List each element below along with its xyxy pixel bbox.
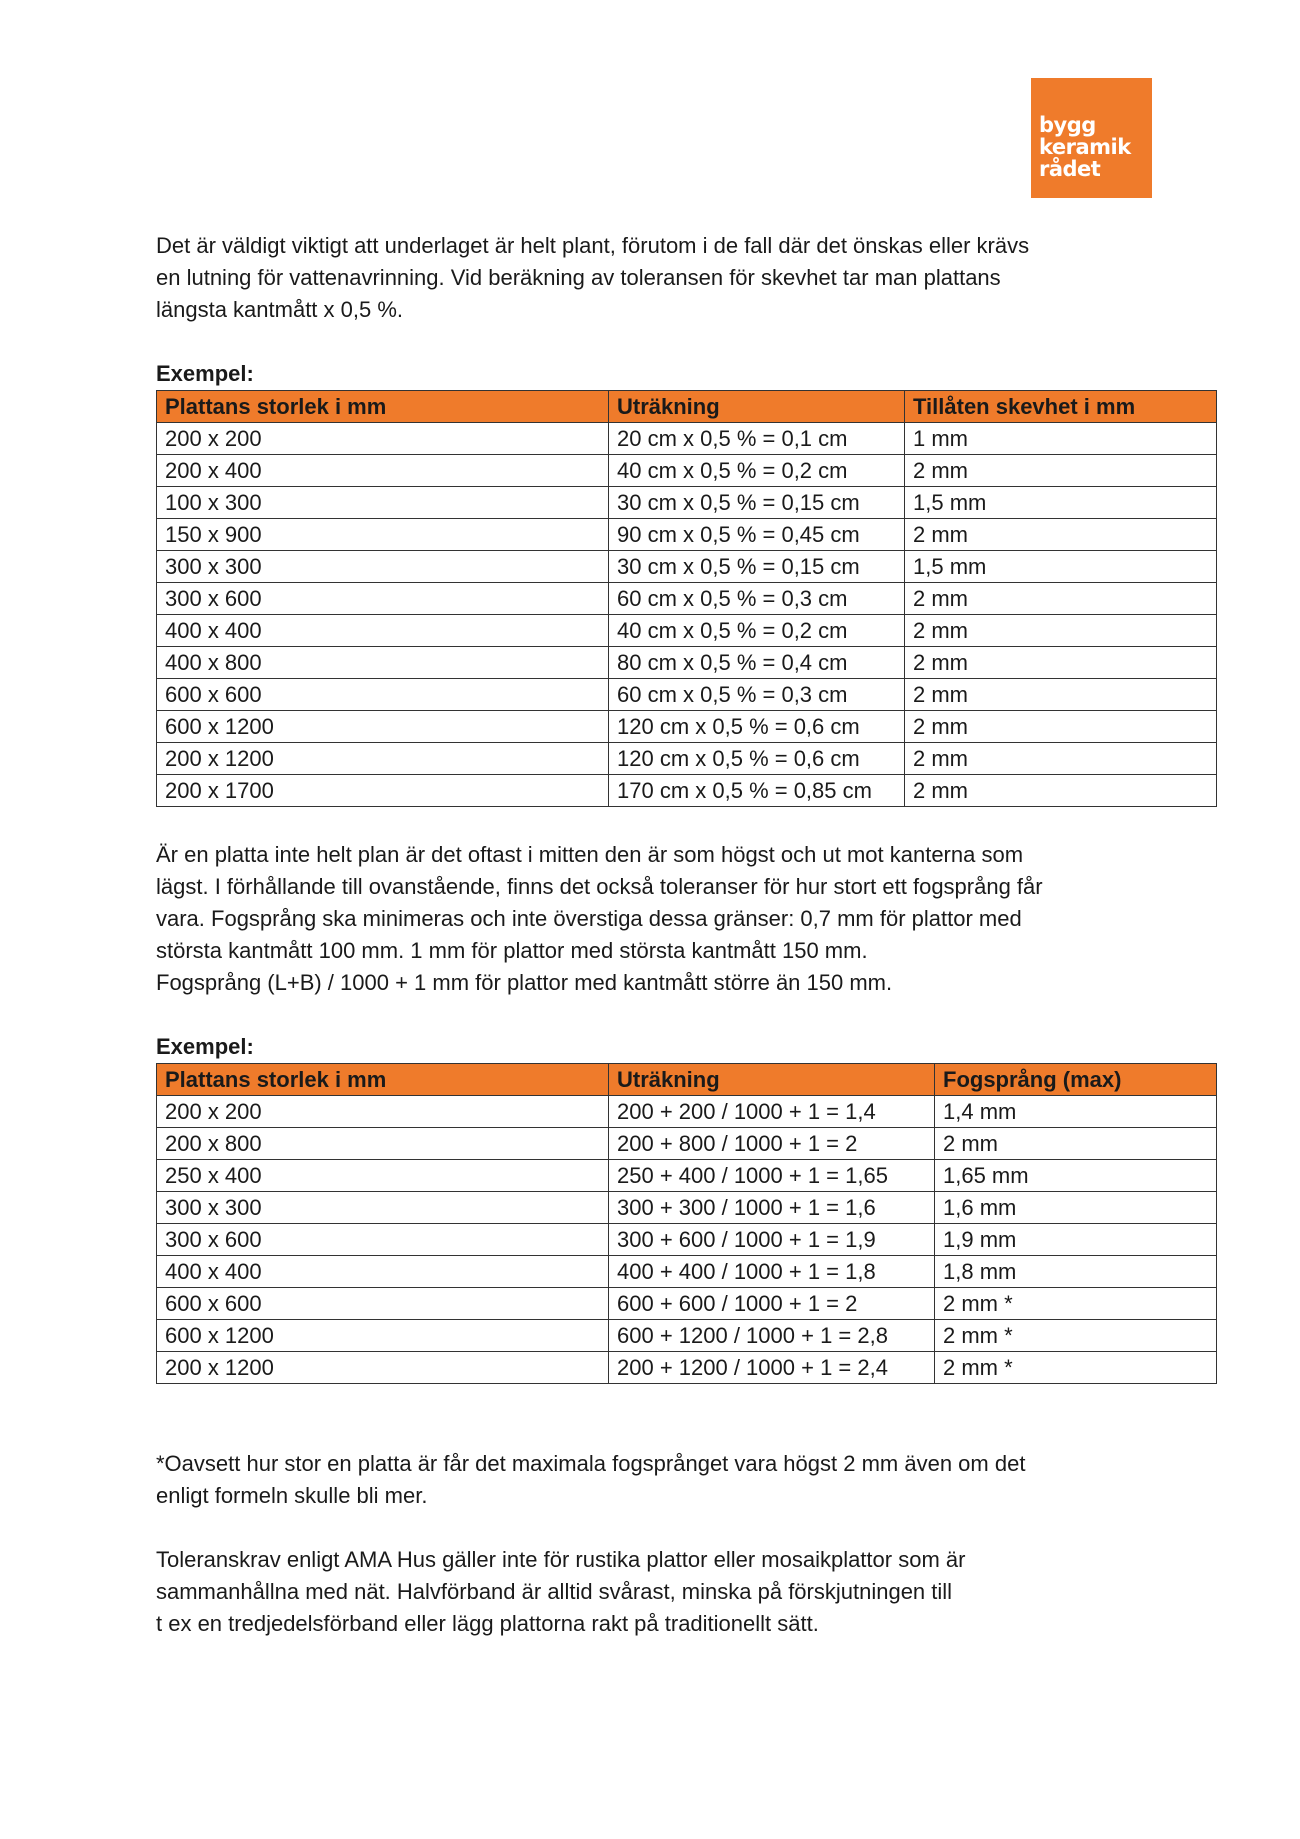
cell-calculation: 400 + 400 / 1000 + 1 = 1,8	[609, 1256, 935, 1288]
cell-result: 2 mm	[905, 775, 1217, 807]
cell-size: 200 x 200	[157, 1096, 609, 1128]
example-label-2: Exempel:	[156, 1034, 254, 1059]
cell-calculation: 60 cm x 0,5 % = 0,3 cm	[609, 679, 905, 711]
table-row	[157, 1288, 1217, 1320]
document-body	[156, 230, 1216, 1640]
table-row	[157, 519, 1217, 551]
cell-calculation: 600 + 600 / 1000 + 1 = 2	[609, 1288, 935, 1320]
cell-size: 400 x 800	[157, 647, 609, 679]
cell-result: 2 mm	[905, 455, 1217, 487]
cell-calculation: 600 + 1200 / 1000 + 1 = 2,8	[609, 1320, 935, 1352]
cell-size: 200 x 1200	[157, 1352, 609, 1384]
table-row	[157, 1224, 1217, 1256]
cell-calculation: 60 cm x 0,5 % = 0,3 cm	[609, 583, 905, 615]
cell-result: 2 mm	[905, 647, 1217, 679]
table-row	[157, 647, 1217, 679]
cell-result: 1,65 mm	[935, 1160, 1217, 1192]
table-row	[157, 711, 1217, 743]
header-calculation: Uträkning	[609, 391, 905, 423]
cell-size: 600 x 600	[157, 679, 609, 711]
cell-result: 1,8 mm	[935, 1256, 1217, 1288]
logo-line-1: bygg	[1039, 113, 1096, 137]
table-row	[157, 615, 1217, 647]
lippage-tolerance-table	[156, 1063, 1217, 1384]
cell-calculation: 120 cm x 0,5 % = 0,6 cm	[609, 711, 905, 743]
table-row	[157, 583, 1217, 615]
table-row	[157, 551, 1217, 583]
cell-calculation: 20 cm x 0,5 % = 0,1 cm	[609, 423, 905, 455]
cell-calculation: 30 cm x 0,5 % = 0,15 cm	[609, 487, 905, 519]
cell-calculation: 250 + 400 / 1000 + 1 = 1,65	[609, 1160, 935, 1192]
cell-result: 1,5 mm	[905, 487, 1217, 519]
cell-size: 400 x 400	[157, 615, 609, 647]
cell-size: 250 x 400	[157, 1160, 609, 1192]
table-row	[157, 1352, 1217, 1384]
cell-size: 300 x 600	[157, 583, 609, 615]
cell-result: 2 mm	[905, 743, 1217, 775]
lippage-paragraph: Är en platta inte helt plan är det oftast i mitten den är som högst och ut mot kanterna som lägst. I förhållande till ovanstående, finns det också toleranser för hur stort ett fogsprång får vara. Fogsprång ska minimeras och inte överstiga dessa gränser: 0,7 mm för plattor med största kantmått 100 mm. 1 mm för plattor med största kantmått 150 mm. Fogsprång (L+B) / 1000 + 1 mm för plattor med kantmått större än 150 mm.	[156, 842, 1043, 995]
cell-result: 1 mm	[905, 423, 1217, 455]
cell-calculation: 200 + 1200 / 1000 + 1 = 2,4	[609, 1352, 935, 1384]
cell-calculation: 120 cm x 0,5 % = 0,6 cm	[609, 743, 905, 775]
table-body	[157, 423, 1217, 807]
table-row	[157, 1096, 1217, 1128]
cell-result: 1,6 mm	[935, 1192, 1217, 1224]
cell-size: 100 x 300	[157, 487, 609, 519]
table-row	[157, 1192, 1217, 1224]
cell-result: 2 mm *	[935, 1320, 1217, 1352]
footnote-paragraph: *Oavsett hur stor en platta är får det maximala fogsprånget vara högst 2 mm även om det enligt formeln skulle bli mer.	[156, 1451, 1026, 1508]
cell-calculation: 90 cm x 0,5 % = 0,45 cm	[609, 519, 905, 551]
intro-paragraph: Det är väldigt viktigt att underlaget är helt plant, förutom i de fall där det önskas eller krävs en lutning för vattenavrinning. Vid beräkning av toleransen för skevhet tar man plattans längsta kantmått x 0,5 %.	[156, 233, 1030, 322]
cell-result: 2 mm *	[935, 1352, 1217, 1384]
header-max-lippage: Fogsprång (max)	[935, 1064, 1217, 1096]
table-row	[157, 1320, 1217, 1352]
cell-calculation: 80 cm x 0,5 % = 0,4 cm	[609, 647, 905, 679]
cell-result: 2 mm	[905, 519, 1217, 551]
cell-calculation: 200 + 800 / 1000 + 1 = 2	[609, 1128, 935, 1160]
cell-result: 2 mm	[905, 711, 1217, 743]
table-row	[157, 1128, 1217, 1160]
table-row	[157, 487, 1217, 519]
cell-size: 300 x 300	[157, 1192, 609, 1224]
header-calculation: Uträkning	[609, 1064, 935, 1096]
table-row	[157, 775, 1217, 807]
table-header-row	[157, 391, 1217, 423]
cell-calculation: 200 + 200 / 1000 + 1 = 1,4	[609, 1096, 935, 1128]
cell-result: 2 mm	[935, 1128, 1217, 1160]
header-size: Plattans storlek i mm	[157, 391, 609, 423]
table-header-row	[157, 1064, 1217, 1096]
cell-size: 150 x 900	[157, 519, 609, 551]
cell-size: 300 x 300	[157, 551, 609, 583]
cell-size: 300 x 600	[157, 1224, 609, 1256]
flatness-tolerance-table	[156, 390, 1217, 807]
example-label-1: Exempel:	[156, 361, 254, 386]
table-row	[157, 1256, 1217, 1288]
header-size: Plattans storlek i mm	[157, 1064, 609, 1096]
cell-result: 1,9 mm	[935, 1224, 1217, 1256]
cell-size: 600 x 600	[157, 1288, 609, 1320]
cell-result: 1,4 mm	[935, 1096, 1217, 1128]
table-row	[157, 743, 1217, 775]
table-body	[157, 1096, 1217, 1384]
cell-size: 200 x 1200	[157, 743, 609, 775]
cell-calculation: 170 cm x 0,5 % = 0,85 cm	[609, 775, 905, 807]
cell-result: 2 mm	[905, 583, 1217, 615]
cell-calculation: 40 cm x 0,5 % = 0,2 cm	[609, 615, 905, 647]
cell-result: 1,5 mm	[905, 551, 1217, 583]
logo-line-2: keramik	[1039, 135, 1131, 159]
cell-size: 200 x 200	[157, 423, 609, 455]
table-row	[157, 1160, 1217, 1192]
cell-calculation: 300 + 600 / 1000 + 1 = 1,9	[609, 1224, 935, 1256]
cell-size: 600 x 1200	[157, 1320, 609, 1352]
table-row	[157, 679, 1217, 711]
cell-size: 600 x 1200	[157, 711, 609, 743]
cell-result: 2 mm	[905, 615, 1217, 647]
cell-result: 2 mm *	[935, 1288, 1217, 1320]
cell-calculation: 30 cm x 0,5 % = 0,15 cm	[609, 551, 905, 583]
logo-line-3: rådet	[1039, 157, 1101, 181]
cell-result: 2 mm	[905, 679, 1217, 711]
table-row	[157, 455, 1217, 487]
cell-calculation: 40 cm x 0,5 % = 0,2 cm	[609, 455, 905, 487]
cell-calculation: 300 + 300 / 1000 + 1 = 1,6	[609, 1192, 935, 1224]
closing-paragraph: Toleranskrav enligt AMA Hus gäller inte för rustika plattor eller mosaikplattor som är sammanhållna med nät. Halvförband är alltid svårast, minska på förskjutningen till t ex en tredjedelsförband eller lägg plattorna rakt på traditionellt sätt.	[156, 1547, 966, 1636]
cell-size: 200 x 1700	[157, 775, 609, 807]
table-row	[157, 423, 1217, 455]
byggkeramikradet-logo	[1031, 78, 1152, 198]
cell-size: 200 x 400	[157, 455, 609, 487]
cell-size: 400 x 400	[157, 1256, 609, 1288]
cell-size: 200 x 800	[157, 1128, 609, 1160]
header-allowed-flatness: Tillåten skevhet i mm	[905, 391, 1217, 423]
